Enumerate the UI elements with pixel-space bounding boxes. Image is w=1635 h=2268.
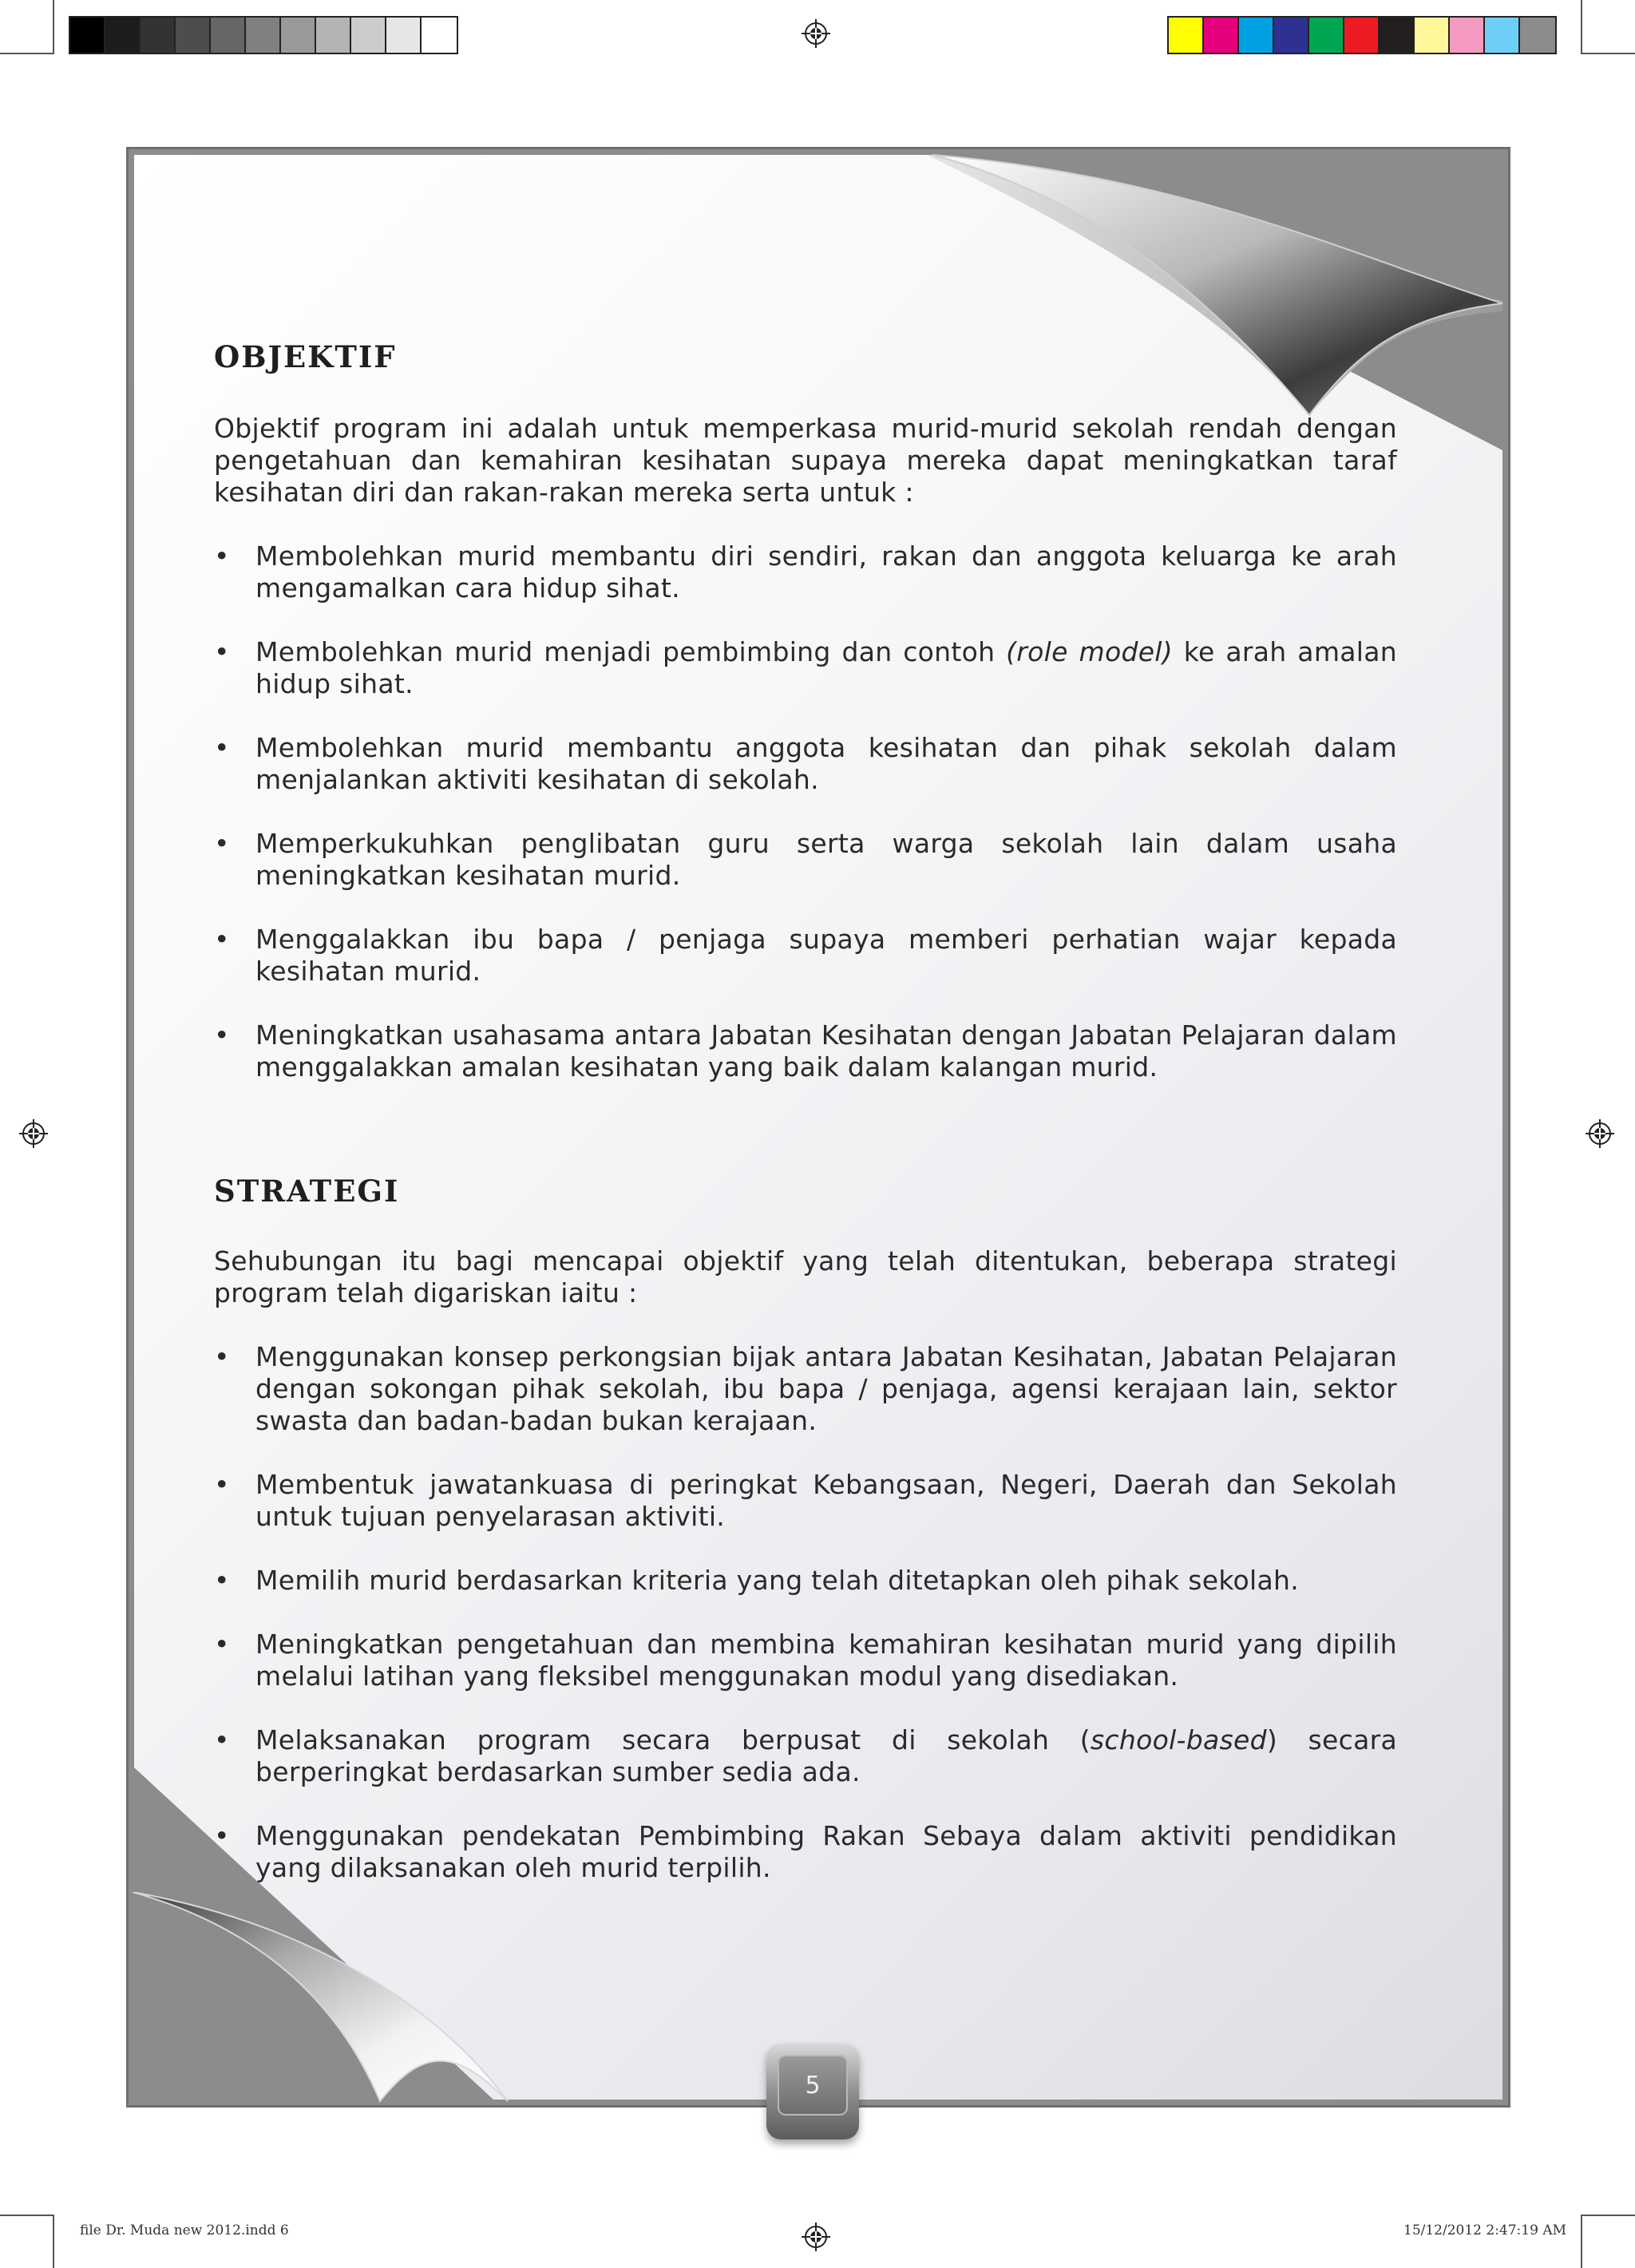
registration-mark-icon	[1586, 1119, 1614, 1148]
registration-mark-icon	[802, 2222, 830, 2251]
crop-mark	[53, 0, 54, 53]
list-item	[214, 1724, 1397, 1788]
list-item	[214, 1565, 1397, 1597]
color-swatch	[386, 18, 422, 53]
color-swatch	[422, 18, 457, 53]
list-item-text: Meningkatkan usahasama antara Jabatan Kesihatan dengan Jabatan Pelajaran dalam menggalakkan amalan kesihatan yang baik dalam kalangan murid.	[255, 1019, 1397, 1083]
crop-mark	[1581, 0, 1582, 53]
list-item	[214, 828, 1397, 892]
list-item-text: Membentuk jawatankuasa di peringkat Kebangsaan, Negeri, Daerah dan Sekolah untuk tujuan penyelarasan aktiviti.	[255, 1469, 1397, 1532]
list-item	[214, 636, 1397, 700]
list-item	[214, 1820, 1397, 1884]
list-item-text: Memilih murid berdasarkan kriteria yang telah ditetapkan oleh pihak sekolah.	[255, 1565, 1300, 1596]
slug-filename: file Dr. Muda new 2012.indd 6	[80, 2222, 289, 2238]
registration-mark-icon	[19, 1119, 48, 1148]
list-item-text: Melaksanakan program secara berpusat di sekolah (school-based) secara berperingkat berdasarkan sumber sedia ada.	[255, 1724, 1397, 1787]
color-swatch	[1485, 18, 1520, 53]
objektif-intro: Objektif program ini adalah untuk memperkasa murid-murid sekolah rendah dengan pengetahuan dan kemahiran kesihatan supaya mereka dapat meningkatkan taraf kesihatan diri dan rakan-rakan mereka serta untuk :	[214, 413, 1397, 508]
bullet-icon: •	[214, 540, 230, 572]
section-heading-strategi: STRATEGI	[214, 1174, 400, 1209]
list-item	[214, 1341, 1397, 1437]
page-curl-bottom-left	[133, 1892, 516, 2108]
list-item-text: Menggunakan pendekatan Pembimbing Rakan Sebaya dalam aktiviti pendidikan yang dilaksanakan oleh murid terpilih.	[255, 1820, 1397, 1883]
strategi-intro: Sehubungan itu bagi mencapai objektif yang telah ditentukan, beberapa strategi program telah digariskan iaitu :	[214, 1245, 1397, 1308]
bullet-icon: •	[214, 1341, 230, 1372]
bullet-icon: •	[214, 828, 230, 859]
list-item-text: Menggalakkan ibu bapa / penjaga supaya memberi perhatian wajar kepada kesihatan murid.	[255, 924, 1397, 987]
color-swatch	[1169, 18, 1204, 53]
list-item-text: Membolehkan murid membantu anggota kesihatan dan pihak sekolah dalam menjalankan aktiviti kesihatan di sekolah.	[255, 732, 1397, 795]
color-swatch	[351, 18, 386, 53]
bullet-icon: •	[214, 636, 230, 667]
page-number: 5	[778, 2055, 848, 2116]
list-item-text: Memperkukuhkan penglibatan guru serta warga sekolah lain dalam usaha meningkatkan kesihatan murid.	[255, 828, 1397, 891]
list-item-text: Membolehkan murid membantu diri sendiri, rakan dan anggota keluarga ke arah mengamalkan cara hidup sihat.	[255, 540, 1397, 604]
bullet-icon: •	[214, 1629, 230, 1660]
list-item-text: Menggunakan konsep perkongsian bijak antara Jabatan Kesihatan, Jabatan Pelajaran dengan sokongan pihak sekolah, ibu bapa / penjaga, agensi kerajaan lain, sektor swasta dan badan-badan bukan kerajaan.	[255, 1341, 1397, 1436]
crop-mark	[53, 2215, 54, 2268]
bullet-icon: •	[214, 732, 230, 763]
list-item-text: Membolehkan murid menjadi pembimbing dan contoh (role model) ke arah amalan hidup sihat.	[255, 636, 1398, 699]
color-swatch	[316, 18, 351, 53]
grayscale-bar	[69, 16, 458, 54]
emphasis-text: school-based	[1090, 1724, 1267, 1755]
list-item	[214, 1019, 1397, 1083]
color-swatch	[281, 18, 316, 53]
slug-timestamp: 15/12/2012 2:47:19 AM	[1403, 2222, 1567, 2238]
list-item	[214, 732, 1397, 796]
color-swatch	[211, 18, 246, 53]
page-number-badge	[766, 2044, 859, 2139]
color-swatch	[1239, 18, 1274, 53]
bullet-icon: •	[214, 1724, 230, 1755]
color-swatch	[1344, 18, 1380, 53]
bullet-icon: •	[214, 1565, 230, 1596]
color-swatch	[1450, 18, 1485, 53]
color-swatch	[1415, 18, 1450, 53]
color-swatch	[141, 18, 176, 53]
crop-mark	[0, 53, 54, 54]
color-swatch	[1380, 18, 1415, 53]
color-swatch	[105, 18, 141, 53]
color-swatch	[1309, 18, 1344, 53]
crop-mark	[1581, 2215, 1582, 2268]
color-bar	[1167, 16, 1557, 54]
list-item	[214, 1629, 1397, 1692]
list-item	[214, 1469, 1397, 1533]
color-swatch	[176, 18, 211, 53]
bullet-icon: •	[214, 924, 230, 955]
emphasis-text: (role model)	[1006, 636, 1173, 667]
color-swatch	[1274, 18, 1309, 53]
bullet-icon: •	[214, 1019, 230, 1051]
crop-mark	[1581, 2215, 1635, 2216]
crop-mark	[1581, 53, 1635, 54]
color-swatch	[1520, 18, 1555, 53]
section-heading-objektif: OBJEKTIF	[214, 339, 397, 374]
crop-mark	[0, 2215, 54, 2216]
color-swatch	[246, 18, 281, 53]
bullet-icon: •	[214, 1469, 230, 1500]
registration-mark-icon	[802, 19, 830, 48]
color-swatch	[1204, 18, 1239, 53]
list-item-text: Meningkatkan pengetahuan dan membina kemahiran kesihatan murid yang dipilih melalui latihan yang fleksibel menggunakan modul yang disediakan.	[255, 1629, 1397, 1692]
color-swatch	[70, 18, 105, 53]
list-item	[214, 924, 1397, 988]
list-item	[214, 540, 1397, 604]
bullet-icon: •	[214, 1820, 230, 1851]
